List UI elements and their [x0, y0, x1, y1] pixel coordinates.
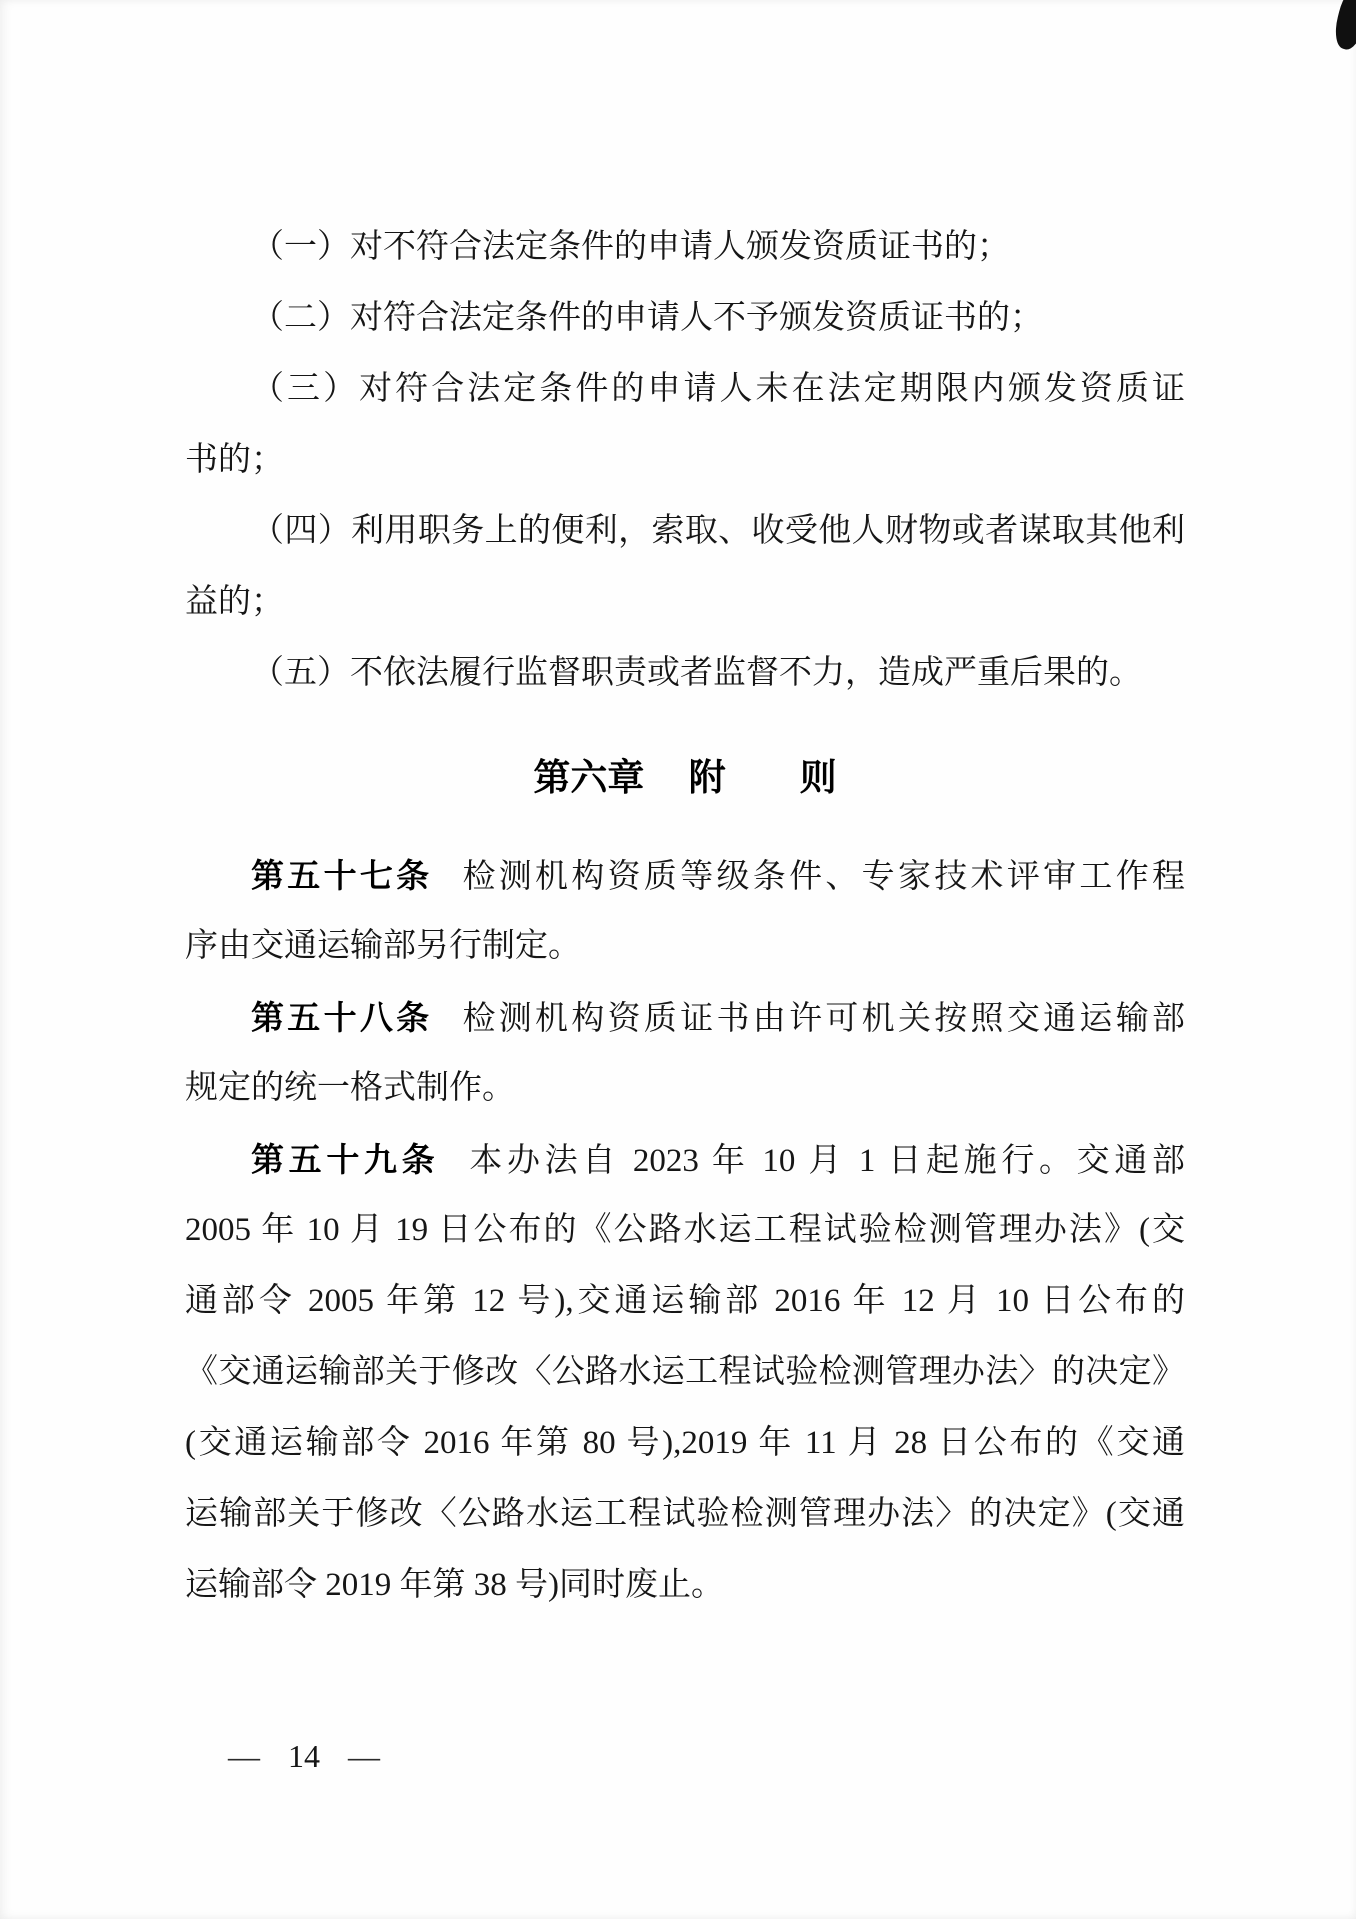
article-58-number: 第五十八条: [251, 999, 433, 1036]
clause-item-1: （一）对不符合法定条件的申请人颁发资质证书的；: [251, 229, 1010, 265]
clause-item-5: （五）不依法履行监督职责或者监督不力，造成严重后果的。: [251, 655, 1142, 691]
article-57-text: 检测机构资质等级条件、专家技术评审工作程: [462, 859, 1186, 895]
footer-dash-right: —: [348, 1738, 380, 1774]
page-footer: [228, 1738, 380, 1775]
article-57-line-1: [185, 840, 1185, 911]
scan-artifact: [1331, 0, 1356, 52]
article-59-line-4: 《交通运输部关于修改〈公路水运工程试验检测管理办法〉的决定》: [185, 1354, 1185, 1390]
article-59-line-7: 运输部令 2019 年第 38 号)同时废止。: [185, 1567, 724, 1603]
clause-item-2: （二）对符合法定条件的申请人不予颁发资质证书的；: [251, 300, 1043, 336]
clause-item-4-line-2: 益的；: [185, 584, 284, 620]
article-58-text: 检测机构资质证书由许可机关按照交通运输部: [462, 1001, 1186, 1037]
article-59-line-2: 2005 年 10 月 19 日公布的《公路水运工程试验检测管理办法》(交: [185, 1212, 1185, 1248]
article-57-line-2: 序由交通运输部另行制定。: [185, 928, 581, 964]
chapter-heading: [185, 741, 1185, 814]
chapter-title: 附 则: [688, 757, 837, 798]
clause-item-4-line-1: （四）利用职务上的便利，索取、收受他人财物或者谋取其他利: [251, 513, 1185, 549]
article-59-text: 本办法自 2023 年 10 月 1 日起施行。交通部: [469, 1143, 1186, 1179]
footer-dash-left: —: [228, 1738, 260, 1774]
clause-item-3-line-1: （三）对符合法定条件的申请人未在法定期限内颁发资质证: [251, 371, 1185, 407]
clause-item-3-line-2: 书的；: [185, 442, 284, 478]
chapter-number: 第六章: [533, 757, 645, 798]
page-number: 14: [288, 1738, 320, 1774]
article-57-number: 第五十七条: [251, 857, 433, 894]
article-59-line-3: 通部令 2005 年第 12 号),交通运输部 2016 年 12 月 10 日公布的: [185, 1283, 1185, 1319]
article-58-line-2: 规定的统一格式制作。: [185, 1070, 515, 1106]
article-58-line-1: [185, 982, 1185, 1053]
document-body: [185, 212, 1185, 1621]
article-59-line-6: 运输部关于修改〈公路水运工程试验检测管理办法〉的决定》(交通: [185, 1496, 1185, 1532]
article-59-number: 第五十九条: [251, 1141, 440, 1178]
article-59-line-1: [185, 1124, 1185, 1195]
article-59-line-5: (交通运输部令 2016 年第 80 号),2019 年 11 月 28 日公布的《交通: [185, 1425, 1185, 1461]
